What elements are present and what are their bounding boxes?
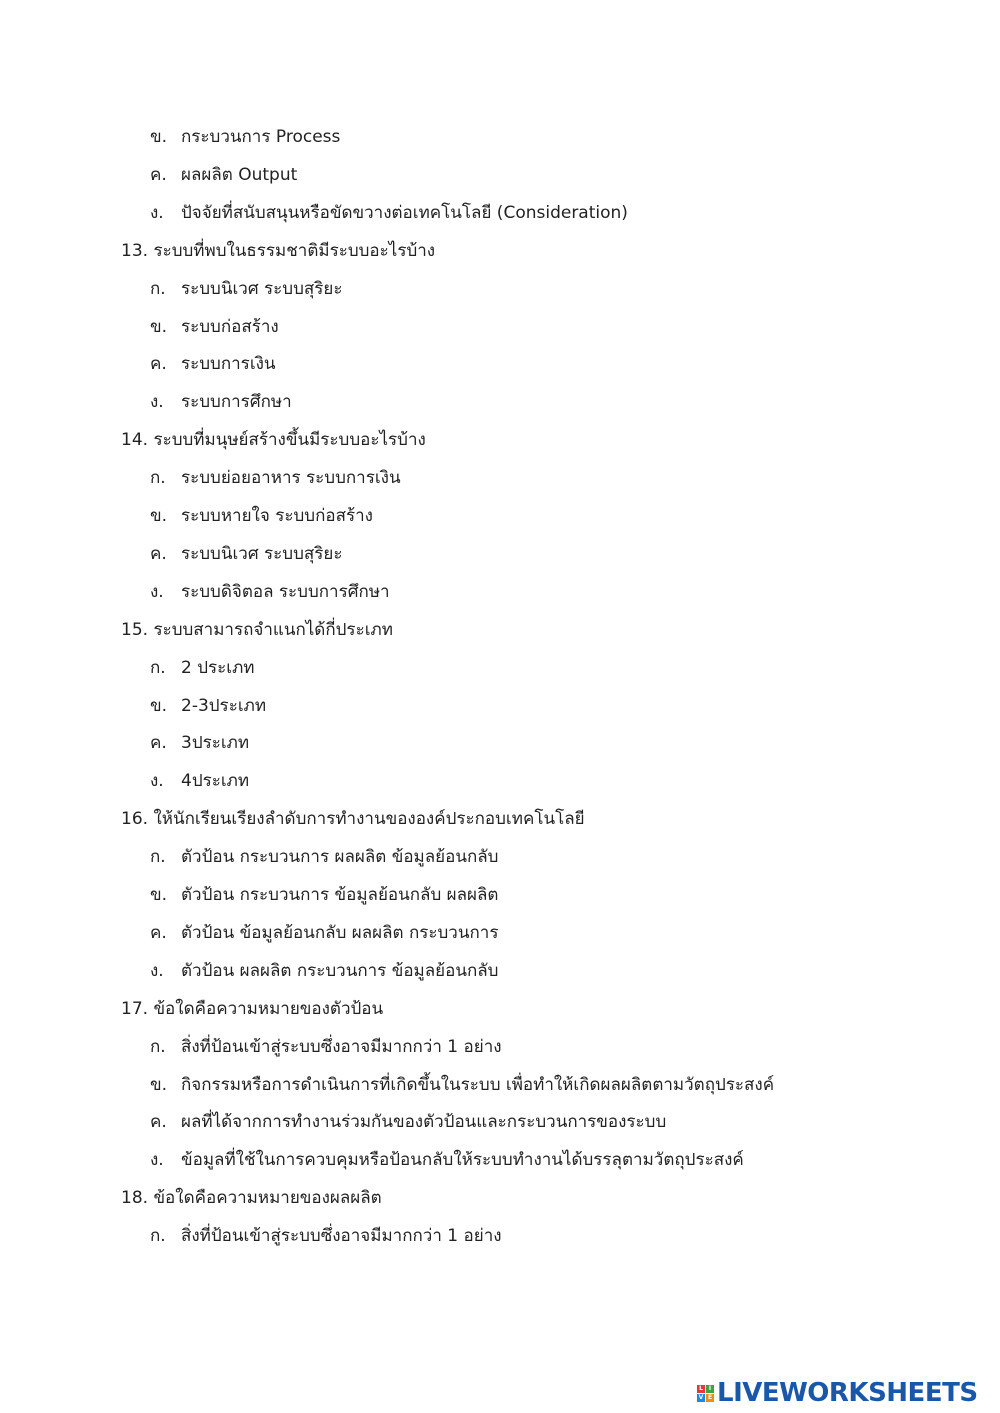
option-marker: ง. bbox=[150, 202, 164, 223]
option-marker: ค. bbox=[150, 354, 167, 375]
option-text: ระบบก่อสร้าง bbox=[181, 316, 279, 337]
option-marker: ง. bbox=[150, 392, 164, 413]
option-text: ตัวป้อน กระบวนการ ผลผลิต ข้อมูลย้อนกลับ bbox=[181, 847, 499, 868]
logo-badge-icon bbox=[697, 1385, 714, 1402]
option-marker: ค. bbox=[150, 164, 167, 185]
option-marker: ก. bbox=[150, 847, 166, 868]
option-marker: ข. bbox=[150, 316, 168, 337]
option-marker: ง. bbox=[150, 1150, 164, 1171]
option-marker: ข. bbox=[150, 885, 168, 905]
option-marker: ข. bbox=[150, 1074, 168, 1095]
answer-option bbox=[150, 769, 249, 793]
question-text: 15. ระบบสามารถจำแนกได้กี่ประเภท bbox=[121, 619, 393, 640]
option-marker: ข. bbox=[150, 695, 168, 716]
answer-option bbox=[150, 959, 498, 983]
answer-option bbox=[150, 390, 292, 414]
option-marker: ข. bbox=[150, 506, 168, 526]
answer-option bbox=[150, 125, 340, 149]
option-text: กิจกรรมหรือการดำเนินการที่เกิดขึ้นในระบบ เพื่อทำให้เกิดผลผลิตตามวัตถุประสงค์ bbox=[181, 1074, 775, 1095]
option-marker: ก. bbox=[150, 468, 166, 489]
option-text: ระบบการเงิน bbox=[181, 354, 276, 375]
option-text: สิ่งที่ป้อนเข้าสู่ระบบซึ่งอาจมีมากกว่า 1 อย่าง bbox=[181, 1226, 502, 1247]
answer-option bbox=[150, 201, 628, 225]
option-text: ตัวป้อน ข้อมูลย้อนกลับ ผลผลิต กระบวนการ bbox=[181, 922, 499, 943]
option-text: ตัวป้อน ผลผลิต กระบวนการ ข้อมูลย้อนกลับ bbox=[181, 960, 499, 981]
option-text: ระบบย่อยอาหาร ระบบการเงิน bbox=[181, 468, 401, 489]
badge-letter: E bbox=[707, 1393, 713, 1401]
answer-option bbox=[150, 656, 255, 680]
option-text: ระบบนิเวศ ระบบสุริยะ bbox=[181, 543, 343, 564]
badge-letter: L bbox=[697, 1385, 705, 1393]
option-text: 2 ประเภท bbox=[181, 657, 255, 678]
answer-option bbox=[150, 1073, 774, 1097]
question-text: 17. ข้อใดคือความหมายของตัวป้อน bbox=[121, 998, 384, 1019]
option-text: 4ประเภท bbox=[181, 771, 250, 792]
answer-option bbox=[150, 504, 373, 528]
answer-option bbox=[150, 883, 498, 907]
option-text: ระบบนิเวศ ระบบสุริยะ bbox=[181, 278, 343, 299]
answer-option bbox=[150, 731, 249, 755]
option-marker: ค. bbox=[150, 922, 167, 943]
option-text: ระบบการศึกษา bbox=[181, 392, 292, 413]
option-text: ปัจจัยที่สนับสนุนหรือขัดขวางต่อเทคโนโลยี (Consideration) bbox=[181, 202, 628, 223]
answer-option bbox=[150, 1224, 502, 1248]
option-marker: ค. bbox=[150, 1112, 167, 1133]
option-text: 2-3ประเภท bbox=[181, 695, 267, 716]
option-text: สิ่งที่ป้อนเข้าสู่ระบบซึ่งอาจมีมากกว่า 1 อย่าง bbox=[181, 1036, 502, 1057]
answer-option bbox=[150, 1035, 502, 1059]
badge-letter: I bbox=[706, 1385, 714, 1393]
option-text: ระบบดิจิตอล ระบบการศึกษา bbox=[181, 581, 390, 602]
answer-option bbox=[150, 466, 401, 490]
option-text: ตัวป้อน กระบวนการ ข้อมูลย้อนกลับ ผลผลิต bbox=[181, 885, 499, 905]
answer-option bbox=[150, 315, 279, 339]
option-marker: ข. bbox=[150, 127, 168, 147]
answer-option bbox=[150, 277, 342, 301]
question-text: 18. ข้อใดคือความหมายของผลผลิต bbox=[121, 1188, 382, 1209]
option-marker: ก. bbox=[150, 278, 166, 299]
question-text: 13. ระบบที่พบในธรรมชาติมีระบบอะไรบ้าง bbox=[121, 240, 436, 261]
option-marker: ง. bbox=[150, 771, 164, 792]
option-marker: ก. bbox=[150, 1226, 166, 1247]
answer-option bbox=[150, 845, 498, 869]
answer-option bbox=[150, 352, 276, 376]
question-text: 14. ระบบที่มนุษย์สร้างขึ้นมีระบบอะไรบ้าง bbox=[121, 430, 426, 451]
option-marker: ค. bbox=[150, 543, 167, 564]
option-marker: ค. bbox=[150, 733, 167, 754]
option-marker: ก. bbox=[150, 1036, 166, 1057]
option-text: 3ประเภท bbox=[181, 733, 250, 754]
answer-option bbox=[150, 921, 498, 945]
question-text: 16. ให้นักเรียนเรียงลำดับการทำงานขององค์ประกอบเทคโนโลยี bbox=[121, 809, 585, 830]
option-marker: ง. bbox=[150, 581, 164, 602]
logo-text: LIVEWORKSHEETS bbox=[717, 1378, 978, 1408]
answer-option bbox=[150, 163, 297, 187]
liveworksheets-logo bbox=[697, 1378, 978, 1408]
option-marker: ก. bbox=[150, 657, 166, 678]
option-text: ผลที่ได้จากการทำงานร่วมกันของตัวป้อนและกระบวนการของระบบ bbox=[181, 1112, 667, 1133]
answer-option bbox=[150, 1110, 666, 1134]
option-text: ข้อมูลที่ใช้ในการควบคุมหรือป้อนกลับให้ระบบทำงานได้บรรลุตามวัตถุประสงค์ bbox=[181, 1150, 744, 1171]
answer-option bbox=[150, 1148, 744, 1172]
option-text: ผลผลิต Output bbox=[181, 164, 298, 185]
option-text: ระบบหายใจ ระบบก่อสร้าง bbox=[181, 506, 373, 526]
answer-option bbox=[150, 580, 390, 604]
answer-option bbox=[150, 694, 266, 718]
badge-letter: V bbox=[698, 1393, 704, 1401]
answer-option bbox=[150, 542, 342, 566]
option-text: กระบวนการ Process bbox=[181, 127, 341, 147]
option-marker: ง. bbox=[150, 960, 164, 981]
